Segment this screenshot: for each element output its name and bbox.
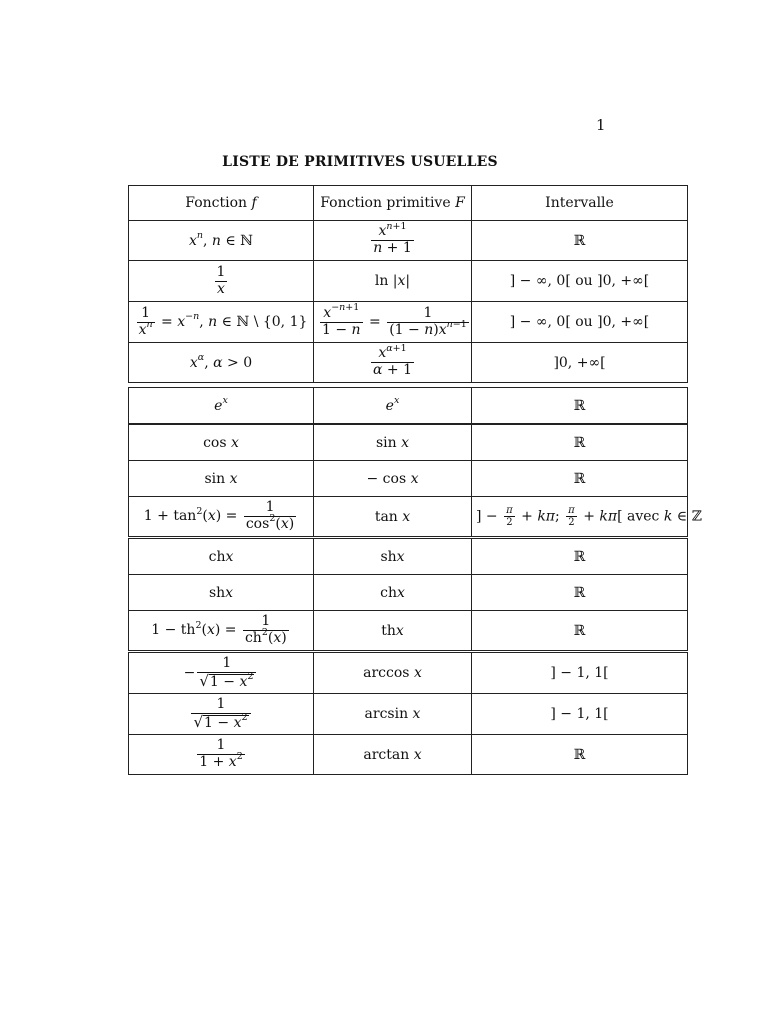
table-row — [129, 497, 688, 537]
function-cell: cos x — [129, 425, 314, 461]
interval-cell: ℝ — [472, 388, 688, 424]
primitives-table-group-5 — [128, 652, 688, 775]
interval-cell: ℝ — [472, 461, 688, 497]
interval-cell: ℝ — [472, 575, 688, 611]
primitive-cell: sin x — [314, 425, 472, 461]
primitive-cell: − cos x — [314, 461, 472, 497]
table-row — [129, 694, 688, 735]
primitive-cell: ln |x| — [314, 261, 472, 302]
primitive-cell: $\frac{x^{-n+1}}{1 - n}$ = $\frac{1}{(1 - n)x^{n-1}}$ — [314, 302, 472, 343]
primitive-cell: chx — [314, 575, 472, 611]
primitive-cell: arctan x — [314, 735, 472, 775]
function-cell: $e^x$ — [129, 388, 314, 424]
primitive-cell: $e^x$ — [314, 388, 472, 424]
function-cell: $\frac{1}{x}$ — [129, 261, 314, 302]
page-number: 1 — [596, 116, 606, 134]
table-row — [129, 343, 688, 383]
primitive-cell: shx — [314, 539, 472, 575]
table-row — [129, 611, 688, 651]
interval-cell: ] − ∞, 0[ ou ]0, +∞[ — [472, 302, 688, 343]
function-cell: − $\frac{1}{√1 - x^2}$ — [129, 653, 314, 694]
primitives-table-group-2 — [128, 387, 688, 424]
function-cell: $\frac{1}{√1 - x^2}$ — [129, 694, 314, 735]
interval-cell: ℝ — [472, 539, 688, 575]
table-row — [129, 539, 688, 575]
function-cell: $x^n$, n ∈ ℕ — [129, 221, 314, 261]
function-cell: $1 - th^2(x)$ = $\frac{1}{ch^2(x)}$ — [129, 611, 314, 651]
table-header-row — [129, 186, 688, 221]
table-row — [129, 461, 688, 497]
table-row — [129, 261, 688, 302]
primitives-table-group-3 — [128, 424, 702, 537]
table-row — [129, 735, 688, 775]
function-cell: $1 + \tan^2(x)$ = $\frac{1}{\cos^2(x)}$ — [129, 497, 314, 537]
primitive-cell: $\frac{x^{n+1}}{n + 1}$ — [314, 221, 472, 261]
interval-cell: ]0, +∞[ — [472, 343, 688, 383]
interval-cell: ℝ — [472, 221, 688, 261]
function-cell: $\frac{1}{x^n}$ = $x^{-n}$, n ∈ ℕ \ {0, 1} — [129, 302, 314, 343]
primitive-cell: arccos x — [314, 653, 472, 694]
table-row — [129, 388, 688, 424]
page-title: LISTE DE PRIMITIVES USUELLES — [222, 154, 498, 170]
primitives-table-group-4 — [128, 538, 688, 651]
interval-cell: ] − 1, 1[ — [472, 694, 688, 735]
interval-cell: ℝ — [472, 425, 688, 461]
function-cell: $\frac{1}{1 + x^2}$ — [129, 735, 314, 775]
primitives-table-group-1 — [128, 185, 688, 383]
primitive-cell: tan x — [314, 497, 472, 537]
primitive-cell: arcsin x — [314, 694, 472, 735]
function-cell: shx — [129, 575, 314, 611]
table-row — [129, 575, 688, 611]
interval-cell: ] − 1, 1[ — [472, 653, 688, 694]
column-header-function: Fonction f — [129, 186, 314, 221]
interval-cell: ℝ — [472, 611, 688, 651]
column-header-interval: Intervalle — [472, 186, 688, 221]
table-row — [129, 653, 688, 694]
table-row — [129, 221, 688, 261]
table-row — [129, 302, 688, 343]
table-row — [129, 425, 688, 461]
interval-cell: ] − $\frac{\pi}{2}$ + kπ; $\frac{\pi}{2}$ + kπ[ avec k ∈ ℤ — [472, 497, 688, 537]
interval-cell: ] − ∞, 0[ ou ]0, +∞[ — [472, 261, 688, 302]
column-header-primitive: Fonction primitive F — [314, 186, 472, 221]
function-cell: sin x — [129, 461, 314, 497]
interval-cell: ℝ — [472, 735, 688, 775]
primitive-cell: $\frac{x^{\alpha+1}}{\alpha + 1}$ — [314, 343, 472, 383]
function-cell: chx — [129, 539, 314, 575]
primitive-cell: thx — [314, 611, 472, 651]
function-cell: $x^\alpha$, α > 0 — [129, 343, 314, 383]
